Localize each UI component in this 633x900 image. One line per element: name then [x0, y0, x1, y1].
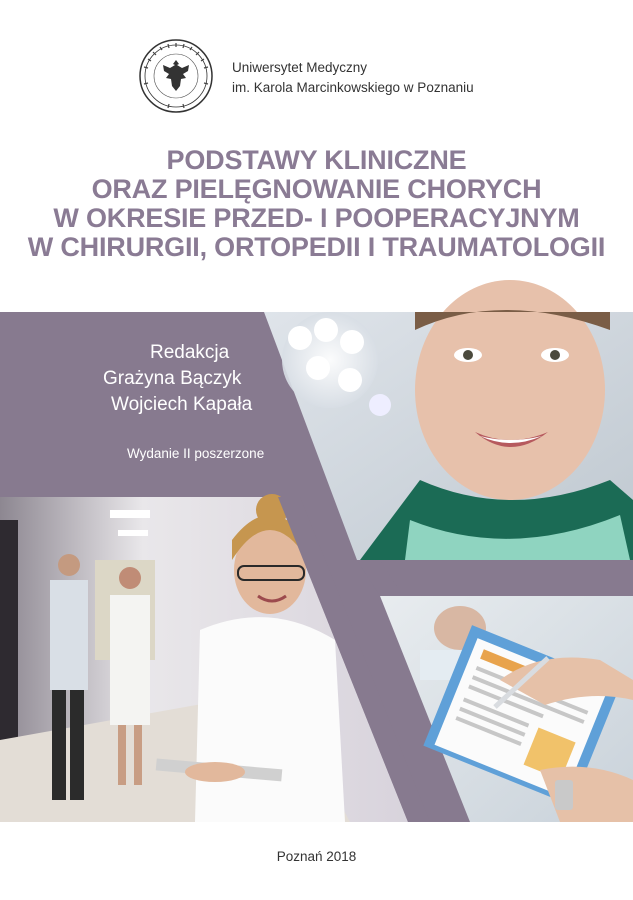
title-line-3: W OKRESIE PRZED- I POOPERACYJNYM — [53, 203, 580, 233]
editor-name-1: Grażyna Bączyk — [103, 368, 242, 389]
university-name-line2: im. Karola Marcinkowskiego w Poznaniu — [232, 80, 474, 95]
title-line-2: ORAZ PIELĘGNOWANIE CHORYCH — [91, 174, 542, 204]
editors-label: Redakcja — [150, 342, 230, 363]
university-name-line1: Uniwersytet Medyczny — [232, 60, 368, 75]
publication-place-year: Poznań 2018 — [276, 849, 357, 864]
title-line-1: PODSTAWY KLINICZNE — [166, 145, 467, 175]
edition-label: Wydanie II poszerzone — [127, 446, 265, 461]
title-line-4: W CHIRURGII, ORTOPEDII I TRAUMATOLOGII — [27, 232, 606, 262]
editor-name-2: Wojciech Kapała — [111, 394, 253, 415]
